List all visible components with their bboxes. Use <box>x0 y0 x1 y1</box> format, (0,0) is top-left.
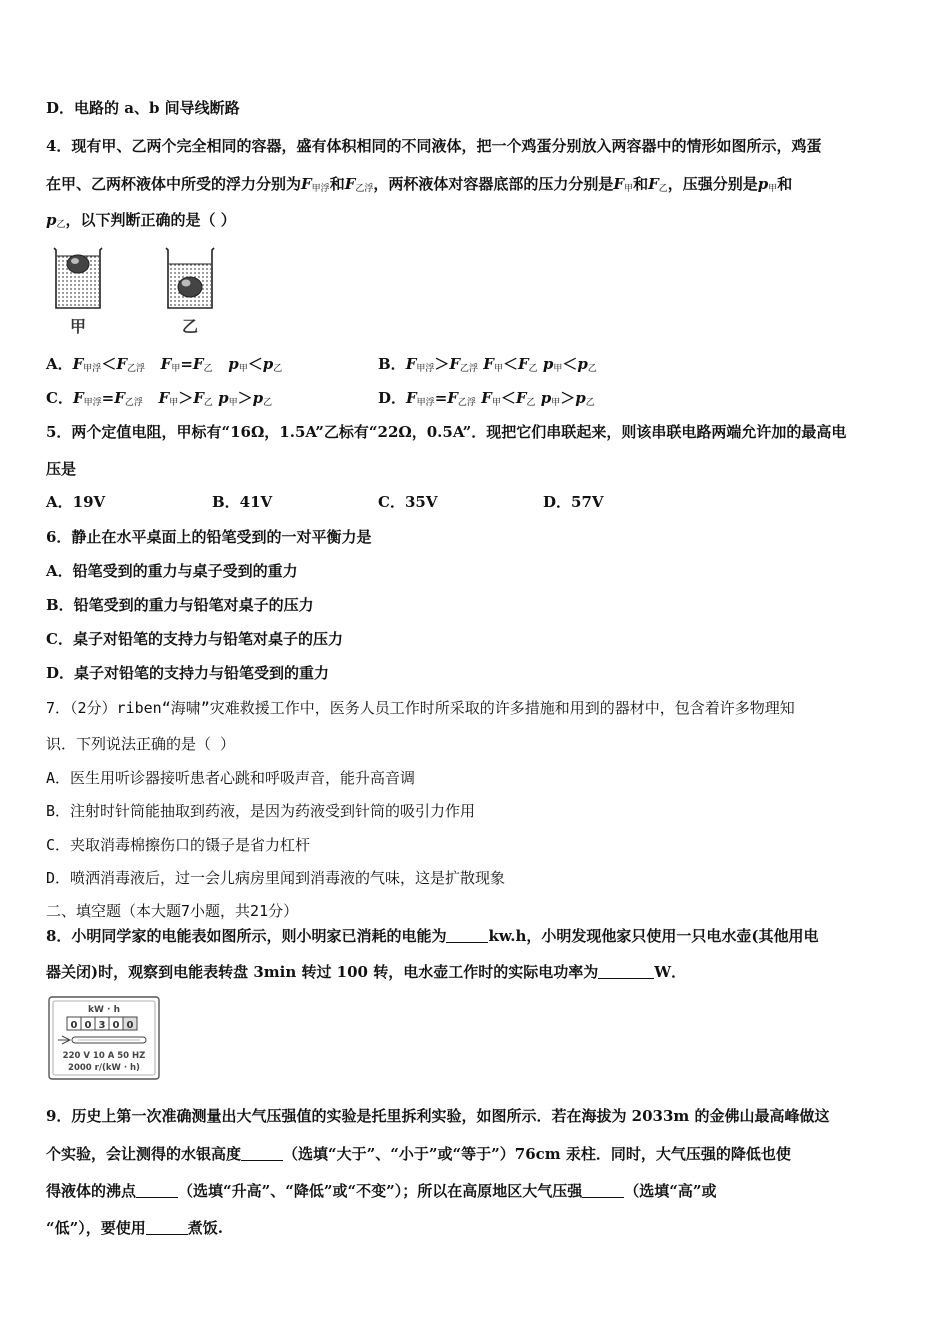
q9-blank-height[interactable] <box>241 1146 283 1161</box>
q4-stem-line3: $p_乙$，以下判断正确的是（ ） <box>46 211 236 230</box>
q8-stem-line2: 器关闭)时，观察到电能表转盘 3min 转过 100 转，电水壶工作时的实际电功率为 W． <box>46 963 687 981</box>
meter-digits <box>67 1017 137 1031</box>
q9-stem-line2: 个实验，会让测得的水银高度 （选填“大于”、“小于”或“等于”）76cm 汞柱．同时，大气压强的降低也使 <box>46 1145 791 1163</box>
q8-blank-power[interactable] <box>598 964 654 979</box>
meter-rating: 220 V 10 A 50 HZ <box>62 1051 146 1061</box>
q5-stem-line1: 5．两个定值电阻，甲标有“16Ω，1.5A”乙标有“22Ω，0.5A”．现把它们串联起来，则该串联电路两端允许加的最高电 <box>46 423 847 441</box>
egg-jia <box>67 255 89 273</box>
q9-stem-line3: 得液体的沸点 （选填“升高”、“降低”或“不变”）；所以在高原地区大气压强 （选填“高”或 <box>46 1182 717 1200</box>
meter-digit-5: 0 <box>126 1020 134 1031</box>
q6-option-c: C．桌子对铅笔的支持力与铅笔对桌子的压力 <box>46 630 343 648</box>
q5-option-b: B．41V <box>212 493 273 511</box>
q7-stem-line1: 7．（2分）riben“海啸”灾难救援工作中，医务人员工作时所采取的许多措施和用到的器材中，包含着许多物理知 <box>46 699 795 717</box>
q4-option-b: B．$F_{甲浮}>F_{乙浮}$ $F_甲<F_乙$ $p_甲<p_乙$ <box>378 355 597 374</box>
beaker-jia-label: 甲 <box>69 317 87 336</box>
beaker-yi <box>166 248 214 308</box>
q6-option-a: A．铅笔受到的重力与桌子受到的重力 <box>46 562 298 580</box>
meter-constant: 2000 r/(kW · h) <box>68 1063 140 1073</box>
meter-digit-1: 0 <box>70 1020 78 1031</box>
q7-option-b: B．注射时针筒能抽取到药液，是因为药液受到针筒的吸引力作用 <box>46 802 476 820</box>
q7-option-d: D．喷洒消毒液后，过一会儿病房里闻到消毒液的气味，这是扩散现象 <box>46 869 506 887</box>
q4-beakers-figure <box>46 244 226 342</box>
q9-stem-line4: “低”），要使用 煮饭. <box>46 1219 223 1237</box>
q9-stem-line1: 9．历史上第一次准确测量出大气压强值的实验是托里拆利实验，如图所示．若在海拔为 2033m 的金佛山最高峰做这 <box>46 1107 830 1125</box>
q4-option-c: C．$F_{甲浮}=F_{乙浮}$ $F_甲>F_乙$ $p_甲>p_乙$ <box>46 389 273 408</box>
q7-option-a: A．医生用听诊器接听患者心跳和呼吸声音，能升高音调 <box>46 769 416 787</box>
meter-unit-label: kW · h <box>87 1005 121 1015</box>
beaker-yi-label: 乙 <box>181 317 199 336</box>
q5-stem-line2: 压是 <box>46 460 77 478</box>
section-2-title: 二、填空题（本大题7小题，共21分） <box>46 902 299 920</box>
beaker-jia <box>54 248 102 308</box>
q6-option-b: B．铅笔受到的重力与铅笔对桌子的压力 <box>46 596 314 614</box>
q7-stem-line2: 识．下列说法正确的是（ ） <box>46 735 236 753</box>
electricity-meter-figure <box>48 996 162 1082</box>
q7-option-c: C．夹取消毒棉擦伤口的镊子是省力杠杆 <box>46 836 311 854</box>
q3-option-d: D．电路的 a、b 间导线断路 <box>46 99 240 117</box>
q4-option-d: D．$F_{甲浮}=F_{乙浮}$ $F_甲<F_乙$ $p_甲>p_乙$ <box>378 389 595 408</box>
q5-option-a: A．19V <box>46 493 106 511</box>
q9-blank-pressure[interactable] <box>582 1183 624 1198</box>
q5-option-c: C．35V <box>378 493 438 511</box>
q8-blank-energy[interactable] <box>446 928 488 943</box>
meter-digit-2: 0 <box>84 1020 92 1031</box>
q5-option-d: D．57V <box>543 493 604 511</box>
q6-option-d: D．桌子对铅笔的支持力与铅笔受到的重力 <box>46 664 330 682</box>
q4-stem-line2: 在甲、乙两杯液体中所受的浮力分别为$F_{甲浮}$和$F_{乙浮}$，两杯液体对容器底部的压力分别是$F_甲$和$F_乙$，压强分别是$p_甲$和 <box>46 175 793 194</box>
meter-digit-4: 0 <box>112 1020 120 1031</box>
q6-stem: 6．静止在水平桌面上的铅笔受到的一对平衡力是 <box>46 528 372 546</box>
q9-blank-boiling[interactable] <box>136 1183 178 1198</box>
q9-blank-cooker[interactable] <box>146 1220 188 1235</box>
egg-yi <box>178 277 202 297</box>
q8-stem-line1: 8．小明同学家的电能表如图所示，则小明家已消耗的电能为 kw.h，小明发现他家只使用一只电水壶(其他用电 <box>46 927 819 945</box>
q4-option-a: A．$F_{甲浮}<F_{乙浮}$ $F_甲=F_乙$ $p_甲<p_乙$ <box>46 355 283 374</box>
meter-digit-3: 3 <box>98 1020 106 1031</box>
q4-stem-line1: 4．现有甲、乙两个完全相同的容器，盛有体积相同的不同液体，把一个鸡蛋分别放入两容器中的情形如图所示，鸡蛋 <box>46 137 822 155</box>
